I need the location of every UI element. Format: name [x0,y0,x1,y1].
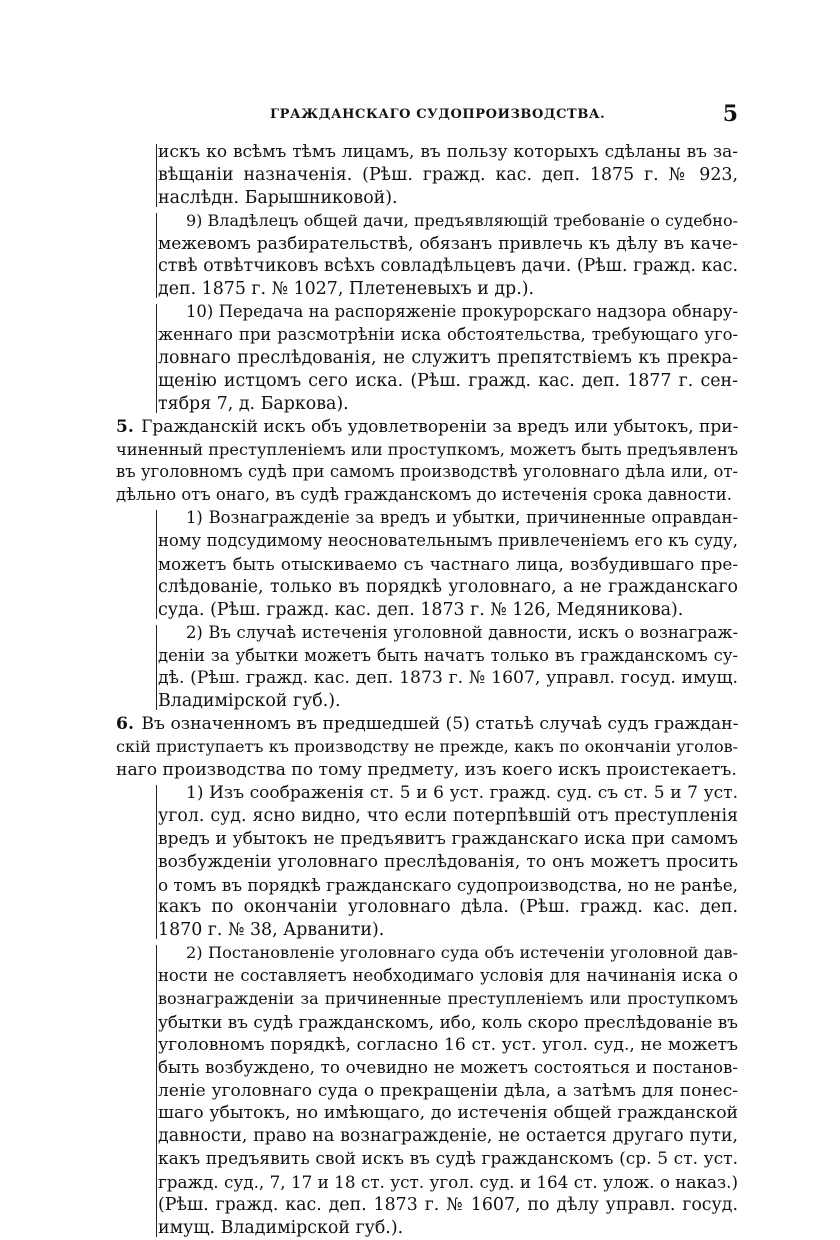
text-line: возбужденіи уголовнаго преслѣдованія, то онъ можетъ просить [158,851,738,872]
citation-6-1 [116,782,738,942]
text-line: суда. (Рѣш. гражд. кас. деп. 1873 г. № 126, Медяникова). [158,599,684,620]
text-line: искъ ко всѣмъ тѣмъ лицамъ, въ пользу которыхъ сдѣланы въ за- [158,142,738,162]
text-line: деп. 1875 г. № 1027, Плетеневыхъ и др.). [158,279,535,300]
article-number: 6. [116,714,134,735]
text-line: деніи за убытки можетъ быть начатъ только въ гражданскомъ су- [158,645,738,665]
text-line: 2) Въ случаѣ истеченія уголовной давности, искъ о вознаграж- [186,622,738,642]
article-6 [116,713,738,782]
text-line: 10) Передача на распоряженіе прокурорскаго надзора обнару- [186,302,738,322]
text-line: 5. Гражданскій искъ объ удовлетвореніи за вредъ или убытокъ, при- [116,416,739,437]
text-line: ловнаго преслѣдованія, не служитъ препятствіемъ къ прекра- [158,348,738,369]
text-line: убытки въ судѣ гражданскомъ, ибо, коль скоро преслѣдованіе въ [158,1011,738,1032]
citation-6-2 [116,942,738,1240]
text-line: наслѣдн. Барышниковой). [158,187,398,208]
text-line: 9) Владѣлецъ общей дачи, предъявляющій требованіе о судебно- [186,210,738,230]
text-line: ности не составляетъ необходимаго условія для начинанія иска о [158,966,738,986]
citation-5-2 [116,622,738,714]
text-line: въ уголовномъ судѣ при самомъ производствѣ уголовнаго дѣла или, от- [116,462,738,482]
page-number: 5 [722,101,738,127]
text-line: уголовномъ порядкѣ, согласно 16 ст. уст. угол. суд., не можетъ [158,1034,738,1055]
running-title: ГРАЖДАНСКАГО СУДОПРОИЗВОДСТВА. [270,107,606,122]
citation-5-1 [116,507,738,621]
text-line: Владимірской губ.). [158,691,341,712]
text-line: межевомъ разбирательствѣ, обязанъ привлечь къ дѣлу въ каче- [158,233,738,254]
citation-continuation [116,141,738,210]
text-line: дѣльно отъ онаго, въ судѣ гражданскомъ до истеченія срока давности. [116,485,732,505]
text-line: щенію истцомъ сего иска. (Рѣш. гражд. кас. деп. 1877 г. сен- [158,370,738,391]
text-line: женнаго при разсмотрѣніи иска обстоятельства, требующаго уго- [158,325,738,345]
text-line: быть возбуждено, то очевидно не можетъ состояться и постанов- [158,1057,738,1077]
text-line: ствѣ отвѣтчиковъ всѣхъ совладѣльцевъ дачи. (Рѣш. гражд. кас. [158,256,738,277]
text-line: 1870 г. № 38, Арванити). [158,920,385,941]
text-line: тября 7, д. Баркова). [158,393,349,414]
citation-9 [116,210,738,302]
text-line: дѣ. (Рѣш. гражд. кас. деп. 1873 г. № 1607, управл. госуд. имущ. [158,668,738,689]
text-line: имущ. Владимірской губ.). [158,1217,404,1238]
text-line: 1) Изъ соображенія ст. 5 и 6 уст. гражд. суд. съ ст. 5 и 7 уст. [186,782,738,803]
text-line: 1) Вознагражденіе за вредъ и убытки, причиненные оправдан- [186,508,738,528]
text-line: наго производства по тому предмету, изъ коего искъ проистекаетъ. [116,760,737,781]
text-line: угол. суд. ясно видно, что если потерпѣвшій отъ преступленія [158,805,738,826]
text-line: вознагражденіи за причиненные преступленіемъ или проступкомъ [158,988,738,1008]
text-line: 2) Постановленіе уголовнаго суда объ истеченіи уголовной дав- [186,943,738,963]
text-line: шаго убытокъ, но имѣющаго, до истеченія общей гражданской [158,1103,738,1124]
text-line: давности, право на вознагражденіе, не остается другаго пути, [158,1126,738,1147]
text-line: вредъ и убытокъ не предъявитъ гражданскаго иска при самомъ [158,828,738,849]
text-line: (Рѣш. гражд. кас. деп. 1873 г. № 1607, по дѣлу управл. госуд. [158,1194,738,1215]
page-body [116,141,738,1240]
text-line: какъ по окончаніи уголовнаго дѣла. (Рѣш. гражд. кас. деп. [158,897,738,918]
text-line: 6. Въ означенномъ въ предшедшей (5) статьѣ случаѣ судъ граждан- [116,714,739,735]
text-line: какъ предъявить свой искъ въ судѣ гражданскомъ (ср. 5 ст. уст. [158,1149,738,1170]
text-line: скій приступаетъ къ производству не прежде, какъ по окончаніи уголов- [116,737,738,757]
citation-10 [116,301,738,415]
text-line: можетъ быть отыскиваемо съ частнаго лица, возбудившаго пре- [158,554,738,575]
page-header [150,103,750,129]
text-line: чиненный преступленіемъ или проступкомъ, можетъ быть предъявленъ [116,439,739,459]
text-line: ному подсудимому неосновательнымъ привлеченіемъ его къ суду, [158,531,738,551]
text-line: слѣдованіе, только въ порядкѣ уголовнаго, а не гражданскаго [158,576,738,597]
text-line: вѣщаніи назначенія. (Рѣш. гражд. кас. деп. 1875 г. № 923, [158,164,738,185]
article-5 [116,416,738,508]
article-number: 5. [116,416,134,437]
text-line: леніе уголовнаго суда о прекращеніи дѣла, а затѣмъ для понес- [158,1080,738,1101]
text-line: о томъ въ порядкѣ гражданскаго судопроизводства, но не ранѣе, [158,874,739,895]
text-line: гражд. суд., 7, 17 и 18 ст. уст. угол. суд. и 164 ст. улож. о наказ.) [158,1172,738,1193]
